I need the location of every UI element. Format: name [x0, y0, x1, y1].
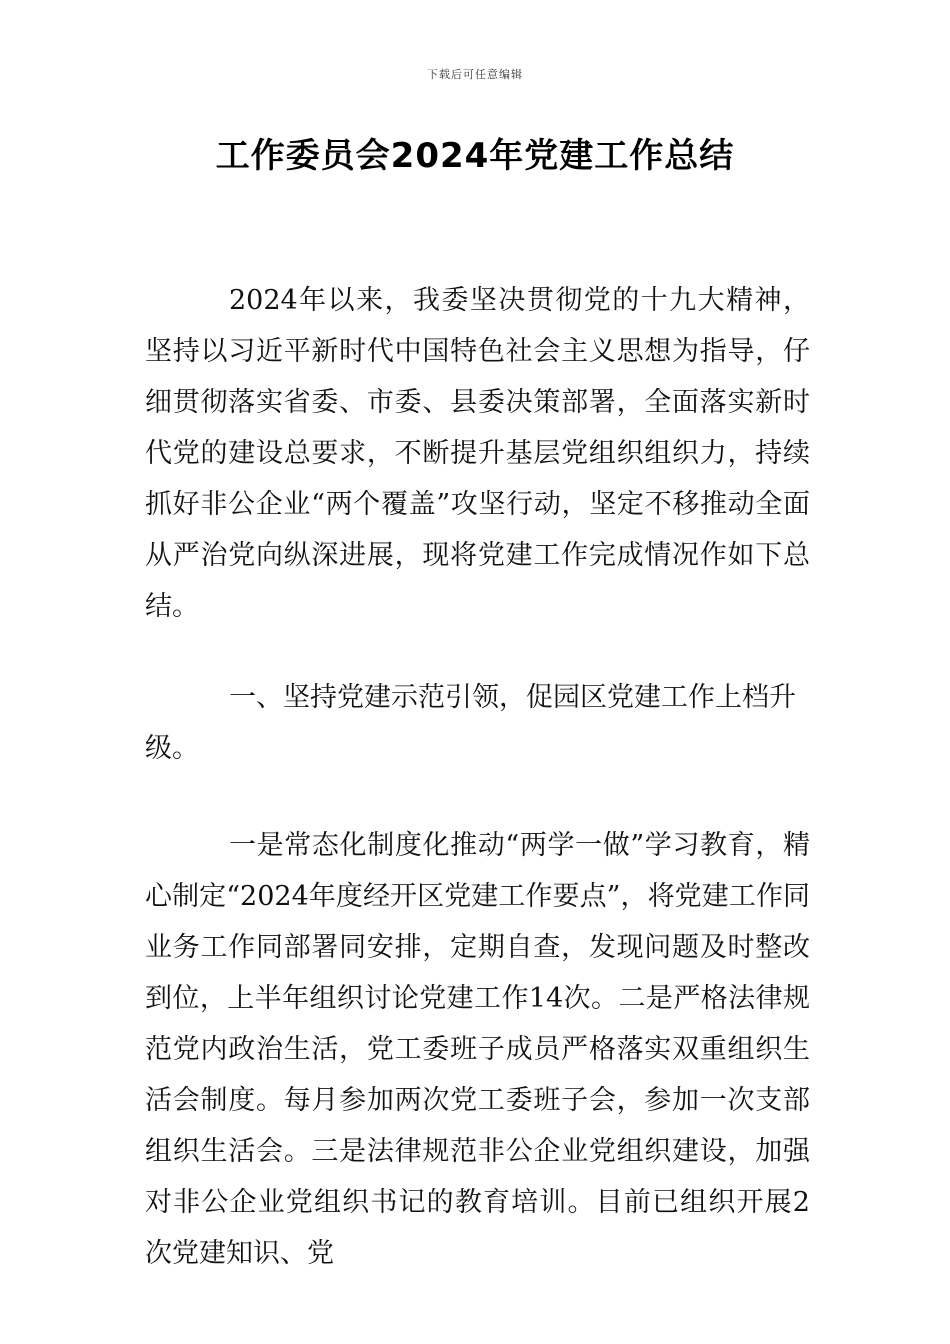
- document-title: 工作委员会2024年党建工作总结: [215, 136, 735, 176]
- section-heading-1: 一、坚持党建示范引领，促园区党建工作上档升级。: [145, 682, 796, 764]
- header-note: 下载后可任意编辑: [427, 68, 523, 81]
- intro-paragraph: 2024年以来，我委坚决贯彻党的十九大精神，坚持以习近平新时代中国特色社会主义思想为指导，仔细贯彻落实省委、市委、县委决策部署，全面落实新时代党的建设总要求，不断提升基层党组织组织力，持续抓好非公企业“两个覆盖”攻坚行动，坚定不移推动全面从严治党向纵深进展，现将党建工作完成情况作如下总结。: [145, 285, 810, 622]
- section-1-paragraph: 一是常态化制度化推动“两学一做”学习教育，精心制定“2024年度经开区党建工作要点”，将党建工作同业务工作同部署同安排，定期自查，发现问题及时整改到位，上半年组织讨论党建工作14次。二是严格法律规范党内政治生活，党工委班子成员严格落实双重组织生活会制度。每月参加两次党工委班子会，参加一次支部组织生活会。三是法律规范非公企业党组织建设，加强对非公企业党组织书记的教育培训。目前已组织开展2次党建知识、党: [145, 830, 810, 1269]
